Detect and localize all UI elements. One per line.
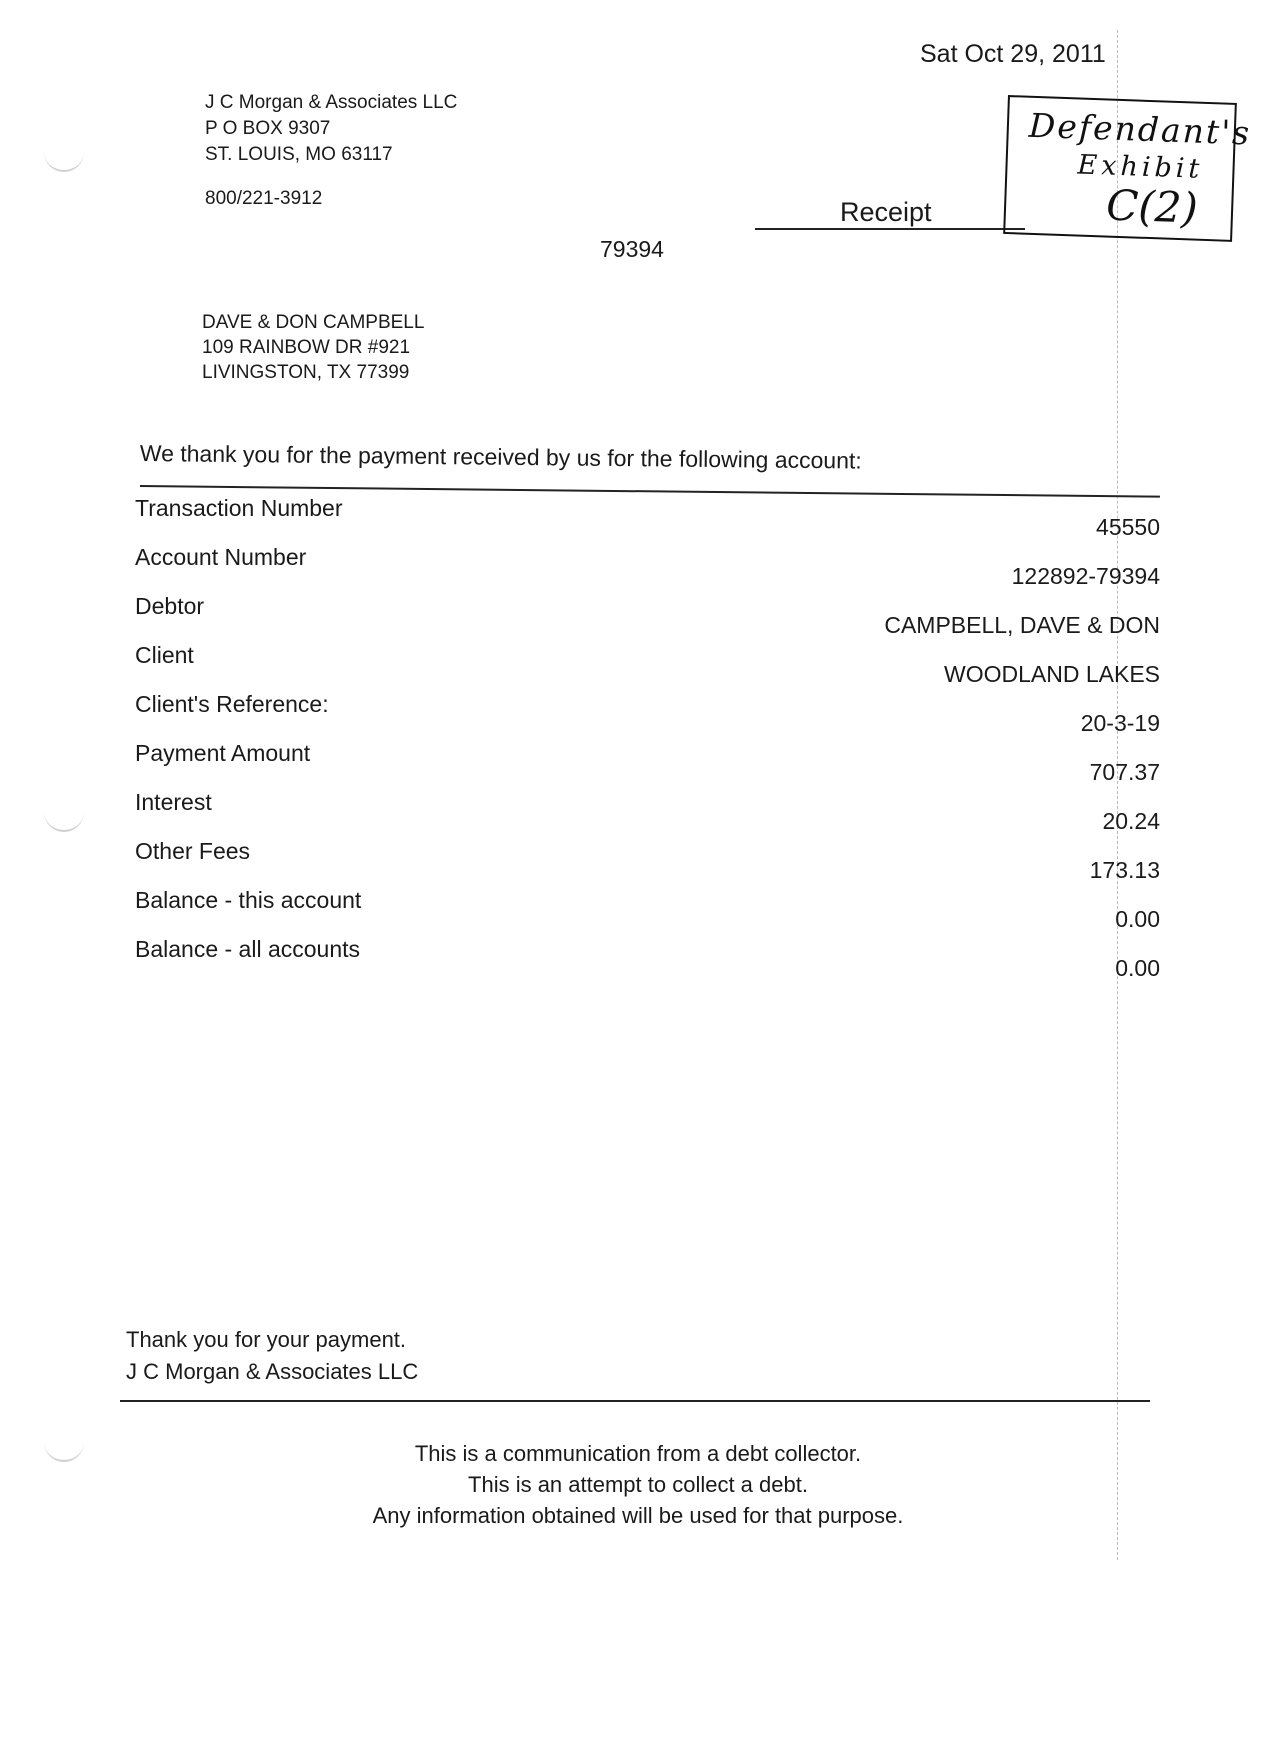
- recipient-address-line1: 109 RAINBOW DR #921: [202, 337, 411, 358]
- debt-collector-notice: [0, 1438, 1276, 1531]
- detail-value: 0.00: [1115, 906, 1160, 932]
- receipt-title: Receipt: [840, 197, 932, 227]
- detail-row: [135, 936, 1160, 996]
- detail-label: Other Fees: [135, 838, 251, 864]
- receipt-date: Sat Oct 29, 2011: [920, 40, 1106, 68]
- detail-value: WOODLAND LAKES: [944, 661, 1160, 687]
- notice-line3: Any information obtained will be used for that purpose.: [372, 1503, 904, 1528]
- detail-label: Balance - this account: [135, 887, 362, 913]
- punch-hole-mark: [44, 800, 84, 832]
- sender-address-line2: ST. LOUIS, MO 63117: [205, 144, 393, 165]
- detail-value: 45550: [1096, 514, 1160, 540]
- reference-number: 79394: [600, 236, 664, 262]
- sender-address-line1: P O BOX 9307: [205, 118, 331, 139]
- exhibit-stamp: [1003, 95, 1252, 242]
- notice-line2: This is an attempt to collect a debt.: [468, 1472, 808, 1497]
- detail-label: Debtor: [135, 593, 205, 619]
- footer-divider: [120, 1400, 1150, 1402]
- recipient-address-line2: LIVINGSTON, TX 77399: [202, 362, 410, 383]
- detail-label: Balance - all accounts: [135, 936, 361, 962]
- title-underline: [755, 228, 1025, 230]
- recipient-address-block: [202, 310, 424, 385]
- sender-address-block: [205, 90, 457, 168]
- recipient-name: DAVE & DON CAMPBELL: [202, 312, 425, 333]
- detail-label: Payment Amount: [135, 740, 311, 766]
- sender-phone: 800/221-3912: [205, 188, 323, 209]
- detail-label: Account Number: [135, 544, 307, 570]
- stamp-line-label: C(2): [1105, 180, 1199, 233]
- detail-label: Transaction Number: [135, 495, 343, 521]
- closing-block: [126, 1324, 418, 1388]
- detail-value: CAMPBELL, DAVE & DON: [884, 612, 1160, 638]
- closing-signature: J C Morgan & Associates LLC: [126, 1359, 419, 1384]
- notice-line1: This is a communication from a debt collector.: [414, 1441, 862, 1466]
- punch-hole-mark: [44, 140, 84, 172]
- detail-value: 122892-79394: [1011, 563, 1160, 589]
- closing-thanks: Thank you for your payment.: [126, 1327, 407, 1352]
- account-details: [135, 495, 1160, 995]
- detail-value: 20.24: [1102, 808, 1160, 834]
- detail-label: Client's Reference:: [135, 691, 329, 717]
- detail-value: 20-3-19: [1080, 710, 1160, 736]
- stamp-line-exhibit: Exhibit: [1077, 149, 1204, 185]
- stamp-line-defendants: Defendant's: [1028, 105, 1252, 153]
- detail-value: 707.37: [1089, 759, 1160, 785]
- detail-label: Client: [135, 642, 194, 668]
- detail-value: 0.00: [1115, 955, 1160, 981]
- detail-label: Interest: [135, 789, 212, 815]
- intro-text: We thank you for the payment received by us for the following account:: [139, 440, 862, 474]
- sender-name: J C Morgan & Associates LLC: [205, 92, 458, 113]
- detail-value: 173.13: [1089, 857, 1160, 883]
